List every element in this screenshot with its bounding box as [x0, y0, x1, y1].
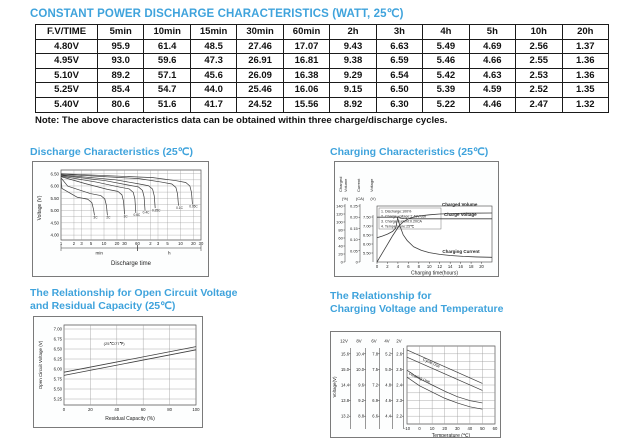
table-header-cell: 4h: [423, 25, 469, 40]
svg-text:30: 30: [454, 426, 460, 431]
svg-text:6.50: 6.50: [363, 232, 371, 238]
svg-text:30: 30: [122, 241, 127, 246]
svg-text:2.4: 2.4: [396, 382, 402, 388]
svg-text:0: 0: [418, 426, 421, 431]
svg-text:30: 30: [198, 241, 204, 246]
svg-text:Voltage: Voltage: [369, 178, 374, 192]
table-cell: 4.69: [469, 39, 515, 54]
svg-text:0.25C: 0.25C: [151, 208, 161, 213]
svg-text:50: 50: [480, 426, 485, 431]
svg-text:12: 12: [437, 264, 443, 269]
svg-text:0: 0: [375, 264, 379, 269]
svg-text:4.4: 4.4: [385, 413, 391, 419]
svg-text:5: 5: [166, 241, 169, 246]
table-cell: 16.06: [283, 83, 329, 98]
svg-text:-10: -10: [403, 426, 411, 431]
ocv-title-line2: and Residual Capacity (25℃): [30, 300, 176, 312]
table-cell: 26.09: [237, 68, 283, 83]
svg-text:4.00: 4.00: [50, 232, 59, 238]
table-cell: 4.80V: [36, 39, 98, 54]
svg-text:6.25: 6.25: [53, 356, 62, 362]
svg-text:3: 3: [156, 241, 160, 246]
ocv-chart-svg: [34, 317, 202, 427]
table-cell: 6.59: [376, 54, 422, 69]
table-cell: 9.15: [330, 83, 376, 98]
svg-text:9.2: 9.2: [358, 398, 364, 404]
svg-text:Voltage(V): Voltage(V): [332, 376, 337, 398]
svg-text:2C: 2C: [106, 215, 111, 220]
svg-text:4.8: 4.8: [385, 382, 391, 388]
table-header-cell: 3h: [376, 25, 422, 40]
svg-text:20: 20: [88, 407, 93, 412]
svg-text:6.00: 6.00: [363, 241, 371, 247]
table-row: [36, 39, 609, 54]
svg-text:12V: 12V: [340, 338, 348, 344]
svg-text:0.15: 0.15: [350, 225, 358, 231]
svg-text:40: 40: [338, 243, 343, 249]
svg-text:8: 8: [417, 264, 420, 269]
table-cell: 5.25V: [36, 83, 98, 98]
table-cell: 61.4: [144, 39, 190, 54]
svg-text:0.20: 0.20: [350, 214, 358, 220]
table-cell: 59.6: [144, 54, 190, 69]
table-cell: 2.56: [516, 39, 562, 54]
svg-text:7.00: 7.00: [53, 326, 62, 332]
table-cell: 1.35: [562, 83, 608, 98]
table-cell: 4.63: [469, 68, 515, 83]
table-cell: 4.59: [469, 83, 515, 98]
table-cell: 16.81: [283, 54, 329, 69]
svg-text:0.05C: 0.05C: [189, 204, 198, 209]
svg-text:20: 20: [479, 264, 484, 269]
svg-text:Charged Volume: Charged Volume: [442, 202, 478, 207]
constant-power-table: [35, 24, 609, 113]
table-cell: 5.22: [423, 97, 469, 112]
cvt-section-title: [330, 290, 503, 316]
svg-text:40: 40: [467, 426, 473, 431]
svg-text:13.2: 13.2: [341, 413, 349, 419]
table-cell: 6.30: [376, 97, 422, 112]
svg-text:Floating Use: Floating Use: [408, 371, 431, 385]
svg-text:100: 100: [192, 407, 200, 412]
svg-text:80: 80: [167, 407, 172, 412]
charging-section-title: Charging Characteristics (25℃): [330, 146, 489, 158]
svg-text:5.25: 5.25: [53, 396, 62, 402]
table-cell: 1.36: [562, 68, 608, 83]
svg-text:Current: Current: [356, 178, 361, 192]
svg-text:Charging time(hours): Charging time(hours): [411, 270, 458, 276]
svg-text:0.10: 0.10: [350, 237, 358, 243]
svg-text:60: 60: [140, 407, 146, 412]
svg-text:2: 2: [386, 264, 389, 269]
svg-text:1: 1: [59, 241, 63, 246]
svg-text:6V: 6V: [371, 338, 377, 344]
table-cell: 41.7: [190, 97, 236, 112]
svg-text:Charge Voltage: Charge Voltage: [444, 212, 477, 217]
table-header-cell: 20h: [562, 25, 608, 40]
cvt-title-line2: Charging Voltage and Temperature: [330, 303, 504, 315]
table-cell: 45.6: [190, 68, 236, 83]
table-cell: 54.7: [144, 83, 190, 98]
svg-text:Charged: Charged: [338, 176, 343, 192]
svg-text:Temperature (℃): Temperature (℃): [431, 433, 471, 437]
table-cell: 5.39: [423, 83, 469, 98]
svg-text:7.5: 7.5: [372, 366, 378, 372]
svg-text:5.0: 5.0: [385, 366, 391, 372]
svg-text:1C: 1C: [123, 214, 128, 219]
svg-text:16: 16: [458, 264, 463, 269]
svg-text:(25℃/77℉): (25℃/77℉): [103, 341, 125, 346]
svg-text:0: 0: [355, 259, 358, 265]
ocv-chart: [33, 316, 203, 428]
table-cell: 51.6: [144, 97, 190, 112]
table-cell: 5.46: [423, 54, 469, 69]
svg-text:(CA): (CA): [355, 196, 365, 201]
table-cell: 95.9: [98, 39, 144, 54]
svg-text:2.3: 2.3: [396, 398, 402, 404]
svg-text:0: 0: [340, 259, 343, 265]
table-cell: 1.36: [562, 54, 608, 69]
table-head: [36, 25, 609, 40]
svg-text:Volume: Volume: [343, 178, 348, 192]
svg-text:5.75: 5.75: [53, 376, 62, 382]
svg-text:20: 20: [191, 241, 196, 246]
svg-text:2. Charge voltage:2.40V/cell: 2. Charge voltage:2.40V/cell: [381, 214, 427, 219]
cvt-chart-svg: [331, 332, 500, 437]
table-cell: 57.1: [144, 68, 190, 83]
table-cell: 26.91: [237, 54, 283, 69]
discharge-chart-svg: [33, 162, 208, 276]
table-cell: 1.37: [562, 39, 608, 54]
table-cell: 47.3: [190, 54, 236, 69]
table-cell: 27.46: [237, 39, 283, 54]
svg-text:6.75: 6.75: [53, 336, 62, 342]
svg-text:(V): (V): [370, 196, 376, 201]
svg-text:4V: 4V: [384, 338, 390, 344]
svg-text:min: min: [95, 250, 103, 256]
table-header-cell: 60min: [283, 25, 329, 40]
table-cell: 5.10V: [36, 68, 98, 83]
cvt-title-line1: The Relationship for: [330, 290, 432, 302]
table-cell: 15.56: [283, 97, 329, 112]
table-cell: 8.92: [330, 97, 376, 112]
ocv-section-title: [30, 287, 238, 313]
table-cell: 25.46: [237, 83, 283, 98]
svg-text:2.2: 2.2: [396, 413, 402, 419]
discharge-section-title: Discharge Characteristics (25℃): [30, 146, 193, 158]
svg-text:h: h: [167, 250, 171, 256]
svg-text:Voltage (V): Voltage (V): [37, 195, 43, 221]
svg-text:4.50: 4.50: [50, 220, 59, 226]
svg-text:6.00: 6.00: [53, 366, 62, 372]
ocv-title-line1: The Relationship for Open Circuit Voltage: [30, 287, 238, 299]
table-header-cell: 5h: [469, 25, 515, 40]
svg-text:5.2: 5.2: [385, 351, 391, 357]
table-cell: 6.50: [376, 83, 422, 98]
svg-text:4: 4: [396, 264, 400, 269]
svg-text:60: 60: [492, 426, 498, 431]
table-header-cell: F.V/TIME: [36, 25, 98, 40]
svg-text:0.05: 0.05: [350, 248, 358, 254]
svg-text:0.1C: 0.1C: [176, 205, 183, 210]
svg-text:10.0: 10.0: [356, 366, 364, 372]
table-row: [36, 68, 609, 83]
table-cell: 5.42: [423, 68, 469, 83]
svg-text:9.6: 9.6: [358, 382, 364, 388]
table-row: [36, 54, 609, 69]
table-cell: 24.52: [237, 97, 283, 112]
table-cell: 17.07: [283, 39, 329, 54]
svg-text:(%): (%): [341, 196, 349, 201]
svg-text:14.4: 14.4: [341, 382, 349, 388]
table-body: [36, 39, 609, 112]
table-row: [36, 97, 609, 112]
svg-text:6.50: 6.50: [50, 171, 59, 177]
svg-text:15.0: 15.0: [341, 366, 349, 372]
svg-text:5.50: 5.50: [363, 250, 371, 256]
svg-text:10.4: 10.4: [356, 351, 364, 357]
table-header-row: [36, 25, 609, 40]
svg-text:6.00: 6.00: [50, 183, 59, 189]
svg-text:6: 6: [407, 264, 410, 269]
table-header-cell: 10min: [144, 25, 190, 40]
svg-text:5.50: 5.50: [50, 195, 59, 201]
svg-text:7.50: 7.50: [363, 214, 371, 220]
table-header-cell: 2h: [330, 25, 376, 40]
svg-text:3: 3: [80, 241, 83, 246]
svg-text:Open Circuit Voltage (V): Open Circuit Voltage (V): [38, 340, 43, 390]
svg-text:4.6: 4.6: [385, 398, 391, 404]
svg-text:5: 5: [89, 241, 93, 246]
svg-text:14: 14: [447, 264, 453, 269]
table-cell: 89.2: [98, 68, 144, 83]
svg-text:6.50: 6.50: [53, 346, 62, 352]
table-cell: 5.49: [423, 39, 469, 54]
table-cell: 80.6: [98, 97, 144, 112]
table-cell: 9.38: [330, 54, 376, 69]
svg-text:Residual Capacity (%): Residual Capacity (%): [105, 416, 155, 422]
svg-text:2.6: 2.6: [396, 351, 402, 357]
table-cell: 93.0: [98, 54, 144, 69]
svg-text:18: 18: [468, 264, 474, 269]
charging-chart: [334, 161, 499, 277]
table-cell: 85.4: [98, 83, 144, 98]
svg-text:100: 100: [336, 219, 343, 225]
svg-text:20: 20: [114, 241, 120, 246]
svg-text:40: 40: [114, 407, 120, 412]
svg-text:Charging Current: Charging Current: [442, 249, 480, 254]
svg-text:6.9: 6.9: [372, 398, 378, 404]
svg-text:Discharge time: Discharge time: [110, 261, 152, 267]
cvt-chart: [330, 331, 501, 438]
discharge-chart: [32, 161, 209, 277]
table-row: [36, 83, 609, 98]
table-cell: 16.38: [283, 68, 329, 83]
charging-chart-svg: [335, 162, 498, 276]
svg-text:8V: 8V: [356, 338, 362, 344]
svg-text:15.6: 15.6: [341, 351, 349, 357]
table-cell: 1.32: [562, 97, 608, 112]
table-header-cell: 5min: [98, 25, 144, 40]
svg-text:10: 10: [178, 241, 183, 246]
table-cell: 9.43: [330, 39, 376, 54]
svg-text:Cycle Use: Cycle Use: [422, 356, 441, 369]
table-note: Note: The above characteristics data can be obtained within three charge/discharge cycles.: [35, 115, 448, 126]
svg-text:13.8: 13.8: [341, 398, 349, 404]
table-cell: 6.54: [376, 68, 422, 83]
table-cell: 44.0: [190, 83, 236, 98]
svg-text:10: 10: [101, 241, 107, 246]
svg-text:7.8: 7.8: [372, 351, 378, 357]
svg-text:10: 10: [426, 264, 432, 269]
table-cell: 4.95V: [36, 54, 98, 69]
table-cell: 2.53: [516, 68, 562, 83]
svg-text:0: 0: [62, 407, 66, 412]
svg-text:5.50: 5.50: [53, 386, 62, 392]
svg-text:0.4C: 0.4C: [142, 210, 150, 215]
table-cell: 4.46: [469, 97, 515, 112]
table-cell: 48.5: [190, 39, 236, 54]
svg-text:7.00: 7.00: [363, 223, 371, 229]
table-cell: 5.40V: [36, 97, 98, 112]
page-title: CONSTANT POWER DISCHARGE CHARACTERISTICS (WATT, 25℃): [30, 8, 404, 20]
svg-text:3C: 3C: [93, 215, 98, 220]
svg-text:2: 2: [149, 241, 152, 246]
svg-text:3. Charge current:0.20CA: 3. Charge current:0.20CA: [381, 219, 422, 224]
table-cell: 4.66: [469, 54, 515, 69]
svg-text:2V: 2V: [396, 338, 402, 344]
svg-text:140: 140: [336, 203, 343, 209]
table-cell: 2.52: [516, 83, 562, 98]
table-cell: 2.55: [516, 54, 562, 69]
svg-text:80: 80: [338, 227, 343, 233]
svg-text:120: 120: [336, 211, 343, 217]
svg-text:5.00: 5.00: [50, 208, 59, 214]
svg-text:7.2: 7.2: [372, 382, 378, 388]
svg-text:60: 60: [338, 235, 343, 241]
svg-text:10: 10: [429, 426, 435, 431]
svg-text:0.6C: 0.6C: [133, 213, 141, 218]
table-header-cell: 30min: [237, 25, 283, 40]
svg-text:4. Temperature:25℃: 4. Temperature:25℃: [381, 224, 415, 229]
table-header-cell: 15min: [190, 25, 236, 40]
svg-text:8.8: 8.8: [358, 413, 364, 419]
table-cell: 2.47: [516, 97, 562, 112]
table-cell: 6.63: [376, 39, 422, 54]
svg-text:2: 2: [72, 241, 76, 246]
svg-text:20: 20: [442, 426, 448, 431]
svg-text:2.5: 2.5: [396, 366, 402, 372]
table-header-cell: 10h: [516, 25, 562, 40]
svg-text:60: 60: [135, 241, 140, 246]
svg-text:1. Discharge:100%: 1. Discharge:100%: [381, 209, 412, 214]
table-cell: 9.29: [330, 68, 376, 83]
svg-text:20: 20: [338, 251, 343, 257]
svg-text:6.6: 6.6: [372, 413, 378, 419]
svg-text:0.25: 0.25: [350, 203, 358, 209]
